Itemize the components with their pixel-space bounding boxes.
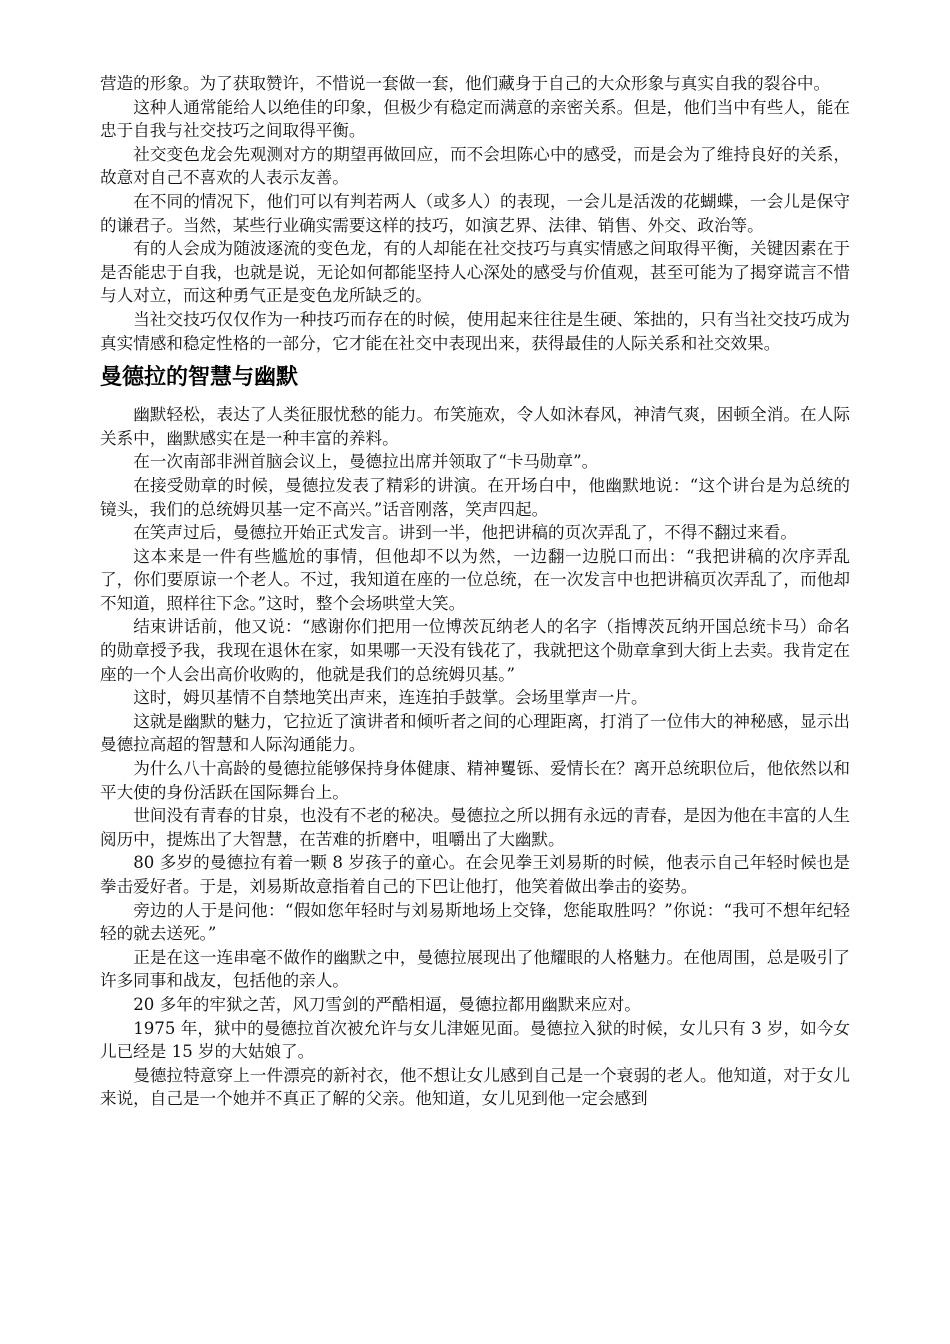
paragraph: 在笑声过后，曼德拉开始正式发言。讲到一半，他把讲稿的页次弄乱了，不得不翻过来看。	[133, 523, 797, 543]
paragraph: 1975 年，狱中的曼德拉首次被允许与女儿津姬见面。曼德拉入狱的时候，女儿只有 3 岁，如今女儿已经是 15 岁的大姑娘了。	[100, 1018, 850, 1062]
paragraph: 在一次南部非洲首脑会议上，曼德拉出席并领取了“卡马勋章”。	[133, 452, 599, 472]
paragraph: 正是在这一连串毫不做作的幽默之中，曼德拉展现出了他耀眼的人格魅力。在他周围，总是吸引了许多同事和战友，包括他的亲人。	[100, 947, 850, 991]
paragraph: 营造的形象。为了获取赞许，不惜说一套做一套，他们藏身于自己的大众形象与真实自我的裂谷中。	[100, 74, 831, 93]
paragraph: 世间没有青春的甘泉，也没有不老的秘决。曼德拉之所以拥有永远的青春，是因为他在丰富的人生阅历中，提炼出了大智慧，在苦难的折磨中，咀嚼出了大幽默。	[100, 806, 850, 849]
paragraph: 结束讲话前，他又说：“感谢你们把用一位博茨瓦纳老人的名字（指博茨瓦纳开国总统卡马）命名的勋章授予我，我现在退休在家，如果哪一天没有钱花了，我就把这个勋章拿到大街上去卖。我肯定在座的一个人会出高价收购的，他就是我们的总统姆贝基。”	[100, 617, 850, 684]
paragraph: 在不同的情况下，他们可以有判若两人（或多人）的表现，一会儿是活泼的花蝴蝶，一会儿是保守的谦君子。当然，某些行业确实需要这样的技巧，如演艺界、法律、销售、外交、政治等。	[100, 191, 850, 235]
paragraph: 这就是幽默的魅力，它拉近了演讲者和倾听者之间的心理距离，打消了一位伟大的神秘感，显示出曼德拉高超的智慧和人际沟通能力。	[100, 711, 850, 755]
paragraph: 有的人会成为随波逐流的变色龙，有的人却能在社交技巧与真实情感之间取得平衡，关键因素在于是否能忠于自我，也就是说，无论如何都能坚持人心深处的感受与价值观，甚至可能为了揭穿谎言不惜与人对立，而这种勇气正是变色龙所缺乏的。	[100, 239, 850, 306]
paragraph: 曼德拉特意穿上一件漂亮的新衬衣，他不想让女儿感到自己是一个衰弱的老人。他知道，对于女儿来说，自己是一个她并不真正了解的父亲。他知道，女儿见到他一定会感到	[100, 1065, 850, 1109]
paragraph: 旁边的人于是问他：“假如您年轻时与刘易斯地场上交锋，您能取胜吗？”你说：“我可不想年纪轻轻的就去送死。”	[100, 900, 850, 944]
section-heading: 曼德拉的智慧与幽默	[100, 365, 299, 391]
paragraph: 为什么八十高龄的曼德拉能够保持身体健康、精神矍铄、爱情长在？离开总统职位后，他依然以和平大使的身份活跃在国际舞台上。	[100, 759, 850, 802]
paragraph: 这种人通常能给人以绝佳的印象，但极少有稳定而满意的亲密关系。但是，他们当中有些人，能在忠于自我与社交技巧之间取得平衡。	[100, 97, 850, 141]
paragraph: 80 多岁的曼德拉有着一颗 8 岁孩子的童心。在会见拳王刘易斯的时候，他表示自己年轻时候也是拳击爱好者。于是，刘易斯故意指着自己的下巴让他打，他笑着做出拳击的姿势。	[100, 853, 850, 896]
paragraph: 在接受勋章的时候，曼德拉发表了精彩的讲演。在开场白中，他幽默地说：“这个讲台是为总统的镜头，我们的总统姆贝基一定不高兴。”话音刚落，笑声四起。	[100, 475, 850, 519]
paragraph: 这本来是一件有些尴尬的事情，但他却不以为然，一边翻一边脱口而出：“我把讲稿的次序弄乱了，你们要原谅一个老人。不过，我知道在座的一位总统，在一次发言中也把讲稿页次弄乱了，而他却不知道，照样往下念。”这时，整个会场哄堂大笑。	[100, 546, 850, 613]
paragraph: 当社交技巧仅仅作为一种技巧而存在的时候，使用起来往往是生硬、笨拙的，只有当社交技巧成为真实情感和稳定性格的一部分，它才能在社交中表现出来，获得最佳的人际关系和社交效果。	[100, 309, 850, 353]
document-page	[100, 72, 850, 1111]
paragraph: 这时，姆贝基情不自禁地笑出声来，连连拍手鼓掌。会场里掌声一片。	[133, 688, 648, 708]
paragraph: 20 多年的牢狱之苦，风刀雪剑的严酷相逼，曼德拉都用幽默来应对。	[133, 994, 641, 1014]
paragraph: 幽默轻松，表达了人类征服忧愁的能力。布笑施欢，令人如沐春风，神清气爽，困顿全消。在人际关系中，幽默感实在是一种丰富的养料。	[100, 405, 850, 448]
paragraph: 社交变色龙会先观测对方的期望再做回应，而不会坦陈心中的感受，而是会为了维持良好的关系，故意对自己不喜欢的人表示友善。	[100, 144, 850, 188]
